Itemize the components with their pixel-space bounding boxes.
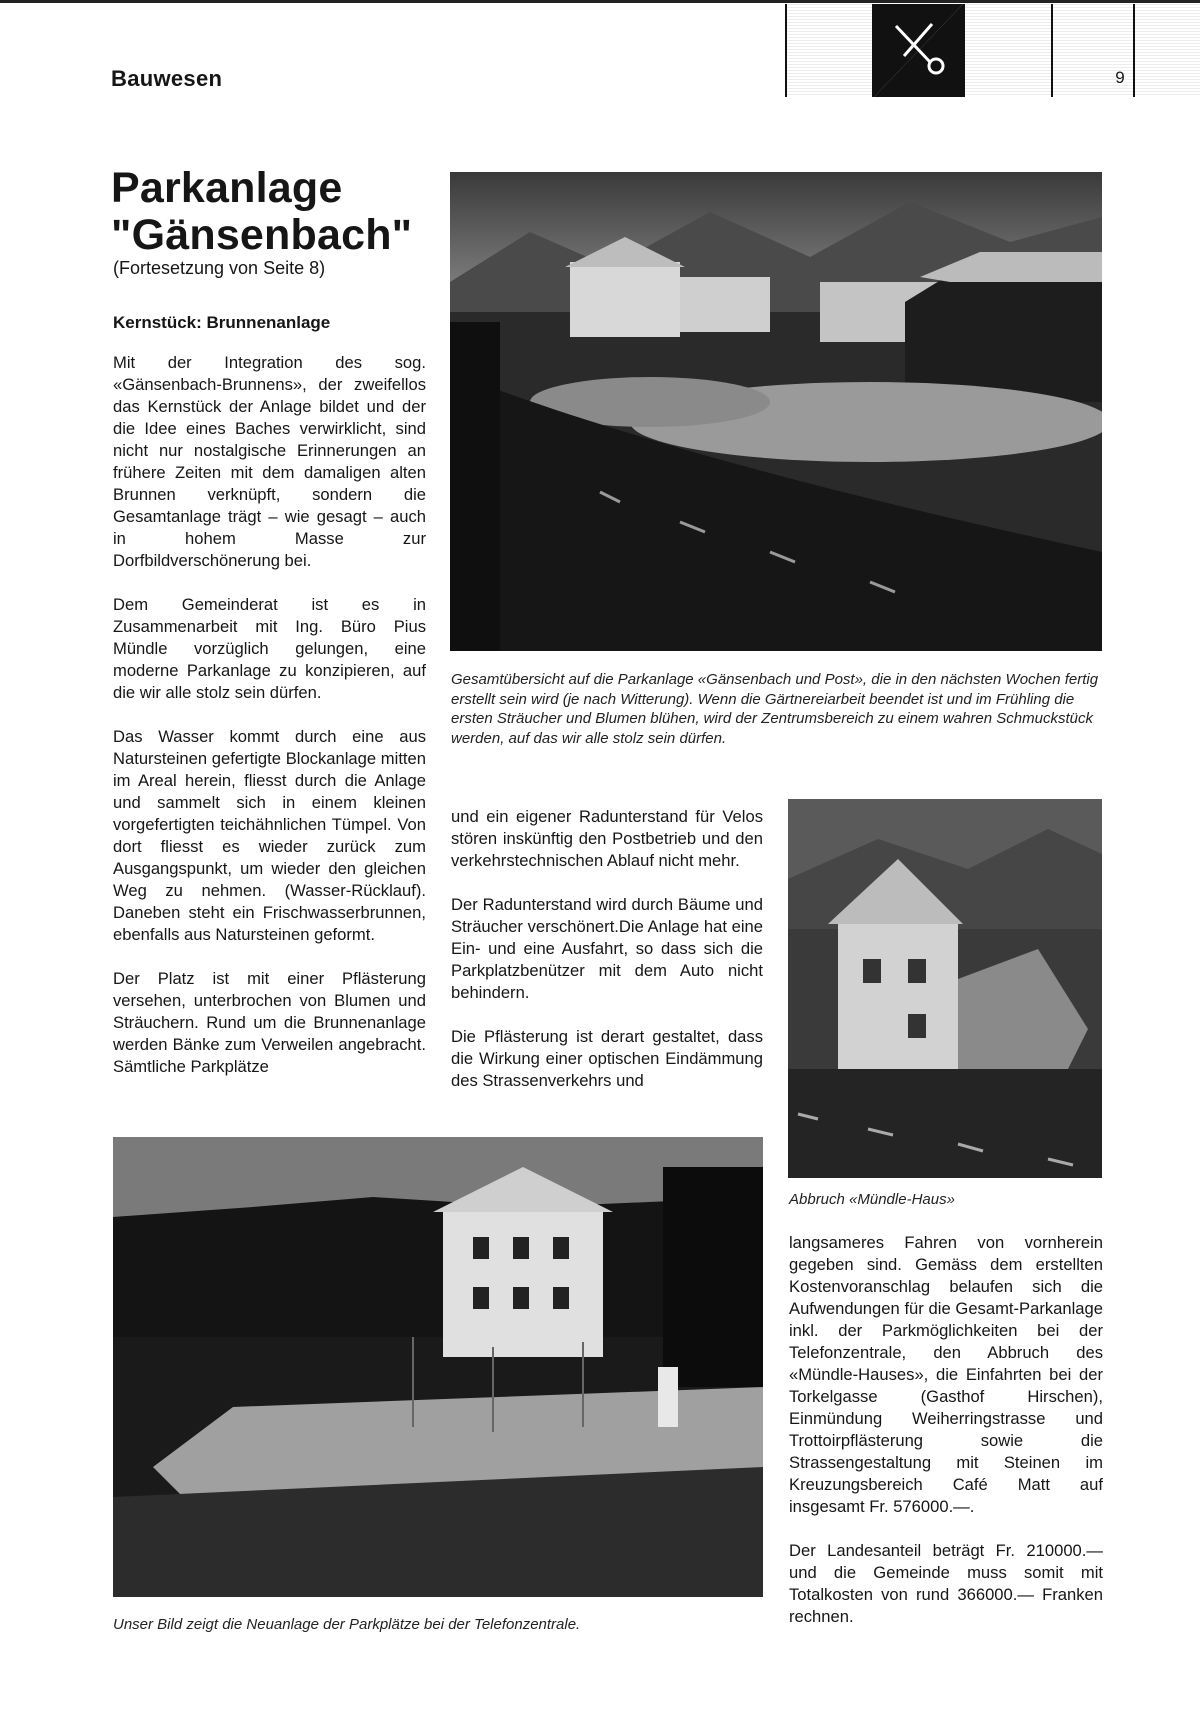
header-grid [785, 4, 1200, 97]
article-title-line: Parkanlage [111, 164, 343, 212]
article-title [111, 165, 412, 259]
top-rule [0, 0, 1200, 3]
section-label: Bauwesen [111, 66, 223, 91]
paragraph: Der Radunterstand wird durch Bäume und Sträucher verschönert.Die Anlage hat eine Ein- und eine Ausfahrt, so dass sich die Parkplatzbenützer mit dem Auto nicht behindern. [451, 895, 763, 1002]
emblem-icon [874, 4, 963, 97]
header-cell [785, 4, 872, 97]
photo-caption-overview: Gesamtübersicht auf die Parkanlage «Gänsenbach und Post», die in den nächsten Wochen fertig erstellt sein wird (je nach Witterung). Wenn die Gärtnereiarbeit beendet ist und im Frühling die ersten Sträucher und Blumen blühen, wird der Zentrumsbereich zu einem wahren Schmuckstück werden, auf das wir alle stolz sein dürfen. [451, 671, 1099, 747]
photo-caption-parking: Unser Bild zeigt die Neuanlage der Parkplätze bei der Telefonzentrale. [113, 1616, 581, 1633]
paragraph: Der Landesanteil beträgt Fr. 210000.— und die Gemeinde muss somit mit Totalkosten von rund 366000.— Franken rechnen. [789, 1541, 1103, 1626]
photo-caption-demolition: Abbruch «Mündle-Haus» [789, 1191, 955, 1208]
page-number: 9 [1115, 68, 1125, 87]
header-cell [963, 4, 1051, 97]
photo-parking [113, 1137, 763, 1597]
paragraph: langsameres Fahren von vornherein gegeben sind. Gemäss dem erstellten Kostenvoranschlag belaufen sich die Aufwendungen für die Gesamt-Parkanlage inkl. der Parkmöglichkeiten bei der Telefonzentrale, den Abbruch des «Mündle-Hauses», die Einfahrten bei der Torkelgasse (Gasthof Hirschen), Einmündung Weiherringstrasse und Trottoirpflästerung sowie die Strassengestaltung mit Steinen im Kreuzungsbereich Café Matt auf insgesamt Fr. 576000.—. [789, 1233, 1103, 1516]
article-title-line: "Gänsenbach" [111, 211, 413, 259]
municipal-emblem [872, 4, 965, 97]
section-subheading: Kernstück: Brunnenanlage [113, 313, 331, 332]
text-column-right [789, 1232, 1103, 1628]
paragraph: und ein eigener Radunterstand für Velos stören inskünftig den Postbetrieb und den verkehrstechnischen Ablauf nicht mehr. [451, 807, 763, 870]
photo-demolition [788, 799, 1102, 1178]
text-column-middle [451, 806, 763, 1092]
text-column-left [113, 352, 426, 1078]
paragraph: Der Platz ist mit einer Pflästerung versehen, unterbrochen von Blumen und Sträuchern. Rund um die Brunnenanlage werden Bänke zum Verweilen angebracht. Sämtliche Parkplätze [113, 969, 426, 1076]
photo-park-overview [450, 172, 1102, 651]
paragraph: Dem Gemeinderat ist es in Zusammenarbeit mit Ing. Büro Pius Mündle vorzüglich gelungen, eine moderne Parkanlage zu konzipieren, auf die wir alle stolz sein dürfen. [113, 595, 426, 702]
paragraph: Mit der Integration des sog. «Gänsenbach-Brunnens», der zweifellos das Kernstück der Anlage bildet und der die Idee eines Baches verwirklicht, sind nicht nur nostalgische Erinnerungen an frühere Zeiten mit dem damaligen alten Brunnen verknüpft, sondern die Gesamtanlage trägt – wie gesagt – auch in hohem Masse zur Dorfbildverschönerung bei. [113, 353, 426, 570]
paragraph: Die Pflästerung ist derart gestaltet, dass die Wirkung einer optischen Eindämmung des Strassenverkehrs und [451, 1027, 763, 1090]
paragraph: Das Wasser kommt durch eine aus Natursteinen gefertigte Blockanlage mitten im Areal herein, fliesst durch die Anlage und sammelt sich in einem kleinen vorgefertigten teichähnlichen Tümpel. Von dort fliesst es wieder zurück zum Ausgangspunkt, um wieder den gleichen Weg zu nehmen. (Wasser-Rücklauf). Daneben steht ein Frischwasserbrunnen, ebenfalls aus Natursteinen geformt. [113, 727, 426, 944]
article-subtitle: (Fortesetzung von Seite 8) [113, 258, 326, 278]
